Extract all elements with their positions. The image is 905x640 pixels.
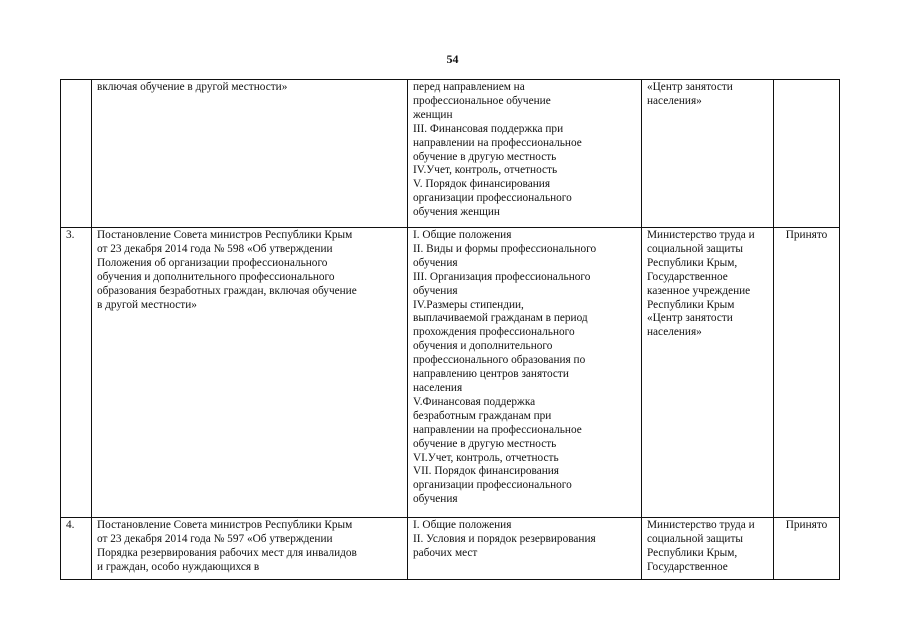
sections-cell-line: обучения женщин [413,206,500,219]
row-number-cell: 4. [61,518,92,580]
executor-cell-line: Государственное [647,270,728,283]
document-title-cell [92,228,408,518]
sections-cell-line: направлению центров занятости [413,368,569,381]
sections-cell-line: организации профессионального [413,479,572,492]
document-title-cell-line: обучения и дополнительного профессионального [97,270,335,283]
executor-cell [642,228,774,518]
sections-cell-line: I. Общие положения [413,519,512,531]
document-title-cell-line: включая обучение в другой местности» [97,81,288,93]
executor-cell-line: Государственное [647,560,728,573]
sections-cell [408,228,642,518]
document-title-cell-line: образования безработных граждан, включая обучение [97,284,357,297]
executor-cell-line: Республики Крым, [647,256,738,269]
sections-cell-line: женщин [413,108,453,121]
document-title-cell-line: от 23 декабря 2014 года № 598 «Об утверждении [97,242,333,255]
result-cell: Принято [774,228,840,518]
sections-cell-line: IV.Размеры стипендии, [413,298,524,311]
executor-cell-line: Министерство труда и [647,229,755,241]
document-title-cell-line: и граждан, особо нуждающихся в [97,560,260,573]
executor-cell-line: «Центр занятости [647,81,733,93]
result-cell [774,80,840,228]
executor-cell-line: социальной защиты [647,532,743,545]
sections-cell-line: направлении на профессиональное [413,423,582,436]
sections-cell [408,518,642,580]
sections-cell-line: II. Виды и формы профессионального [413,242,597,255]
result-cell: Принято [774,518,840,580]
sections-cell-line: выплачиваемой гражданам в период [413,312,588,325]
sections-cell-line: III. Финансовая поддержка при [413,122,564,135]
document-title-cell-line: Положения об организации профессионального [97,256,328,269]
sections-cell-line: направлении на профессиональное [413,136,582,149]
sections-cell-line: населения [413,381,463,394]
sections-cell-line: II. Условия и порядок резервирования [413,532,596,545]
executor-cell [642,80,774,228]
sections-cell-line: обучение в другую местность [413,437,557,450]
sections-cell-line: прохождения профессионального [413,326,575,339]
executor-cell-line: казенное учреждение [647,284,751,297]
table-body [61,80,840,580]
sections-cell-line: рабочих мест [413,546,478,559]
row-number-cell: 3. [61,228,92,518]
page-number: 54 [446,52,459,66]
row-number-cell [61,80,92,228]
sections-cell-line: обучения [413,284,458,297]
sections-cell-line: обучение в другую местность [413,150,557,163]
table-row [61,80,840,228]
document-title-cell-line: в другой местности» [97,298,197,311]
sections-cell-line: обучения [413,256,458,269]
executor-cell-line: населения» [647,326,702,339]
document-title-cell-line: Постановление Совета министров Республики Крым [97,229,353,241]
sections-cell-line: V.Финансовая поддержка [413,395,536,408]
table-row [61,518,840,580]
document-title-cell-line: от 23 декабря 2014 года № 597 «Об утверждении [97,532,333,545]
executor-cell-line: «Центр занятости [647,312,733,325]
executor-cell-line: населения» [647,94,702,107]
executor-cell-line: Министерство труда и [647,519,755,531]
sections-cell-line: I. Общие положения [413,229,512,241]
executor-cell-line: Республики Крым, [647,546,738,559]
sections-cell-line: организации профессионального [413,192,572,205]
executor-cell [642,518,774,580]
document-title-cell-line: Постановление Совета министров Республики Крым [97,519,353,531]
document-title-cell [92,518,408,580]
document-title-cell-line: Порядка резервирования рабочих мест для инвалидов [97,546,357,559]
executor-cell-line: социальной защиты [647,242,743,255]
document-title-cell [92,80,408,228]
sections-cell-line: V. Порядок финансирования [413,178,551,191]
table-row [61,228,840,518]
sections-cell-line: обучения и дополнительного [413,340,553,353]
sections-cell-line: VII. Порядок финансирования [413,465,560,478]
sections-cell-line: перед направлением на [413,81,525,93]
sections-cell-line: профессиональное обучение [413,94,551,107]
sections-cell-line: безработным гражданам при [413,409,552,422]
sections-cell-line: III. Организация профессионального [413,270,591,283]
sections-cell-line: профессионального образования по [413,354,586,367]
sections-cell-line: обучения [413,493,458,506]
document-table [60,79,840,580]
sections-cell-line: IV.Учет, контроль, отчетность [413,164,558,177]
sections-cell [408,80,642,228]
executor-cell-line: Республики Крым [647,298,735,311]
sections-cell-line: VI.Учет, контроль, отчетность [413,451,559,464]
